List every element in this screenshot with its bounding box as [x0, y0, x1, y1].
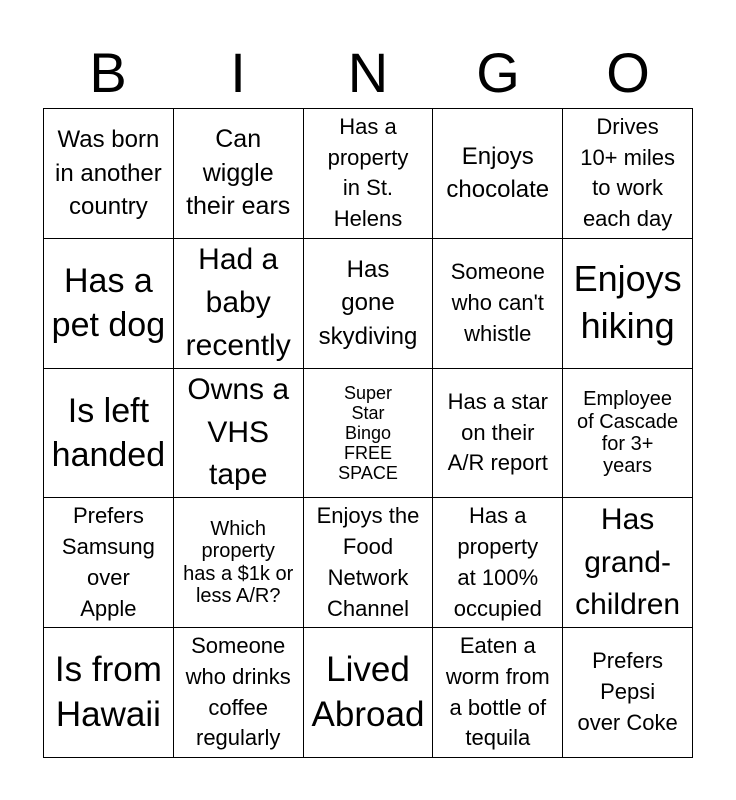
free-space-cell[interactable]: Super Star Bingo FREE SPACE [304, 369, 434, 499]
bingo-grid [43, 108, 693, 758]
bingo-cell[interactable]: Enjoys the Food Network Channel [304, 498, 434, 628]
bingo-cell[interactable]: Someone who can't whistle [433, 239, 563, 369]
header-letter-o: O [606, 41, 650, 104]
bingo-cell[interactable]: Has a property in St. Helens [304, 109, 434, 239]
bingo-cell[interactable]: Was born in another country [44, 109, 174, 239]
header-letter-i: I [230, 41, 246, 104]
bingo-cell[interactable]: Owns a VHS tape [174, 369, 304, 499]
bingo-cell[interactable]: Prefers Pepsi over Coke [563, 628, 693, 758]
bingo-cell[interactable]: Enjoys hiking [563, 239, 693, 369]
bingo-cell[interactable]: Employee of Cascade for 3+ years [563, 369, 693, 499]
bingo-cell[interactable]: Has a pet dog [44, 239, 174, 369]
bingo-cell[interactable]: Is left handed [44, 369, 174, 499]
header-letter-g: G [476, 41, 520, 104]
bingo-cell[interactable]: Lived Abroad [304, 628, 434, 758]
bingo-cell[interactable]: Which property has a $1k or less A/R? [174, 498, 304, 628]
bingo-cell[interactable]: Is from Hawaii [44, 628, 174, 758]
bingo-cell[interactable]: Eaten a worm from a bottle of tequila [433, 628, 563, 758]
bingo-cell[interactable]: Has a property at 100% occupied [433, 498, 563, 628]
bingo-cell[interactable]: Someone who drinks coffee regularly [174, 628, 304, 758]
bingo-cell[interactable]: Can wiggle their ears [174, 109, 304, 239]
bingo-header [43, 38, 693, 108]
header-letter-n: N [347, 41, 389, 104]
header-letter-b: B [89, 41, 127, 104]
bingo-cell[interactable]: Had a baby recently [174, 239, 304, 369]
bingo-cell[interactable]: Drives 10+ miles to work each day [563, 109, 693, 239]
bingo-cell[interactable]: Has grand- children [563, 498, 693, 628]
bingo-cell[interactable]: Prefers Samsung over Apple [44, 498, 174, 628]
bingo-cell[interactable]: Enjoys chocolate [433, 109, 563, 239]
bingo-cell[interactable]: Has gone skydiving [304, 239, 434, 369]
bingo-cell[interactable]: Has a star on their A/R report [433, 369, 563, 499]
